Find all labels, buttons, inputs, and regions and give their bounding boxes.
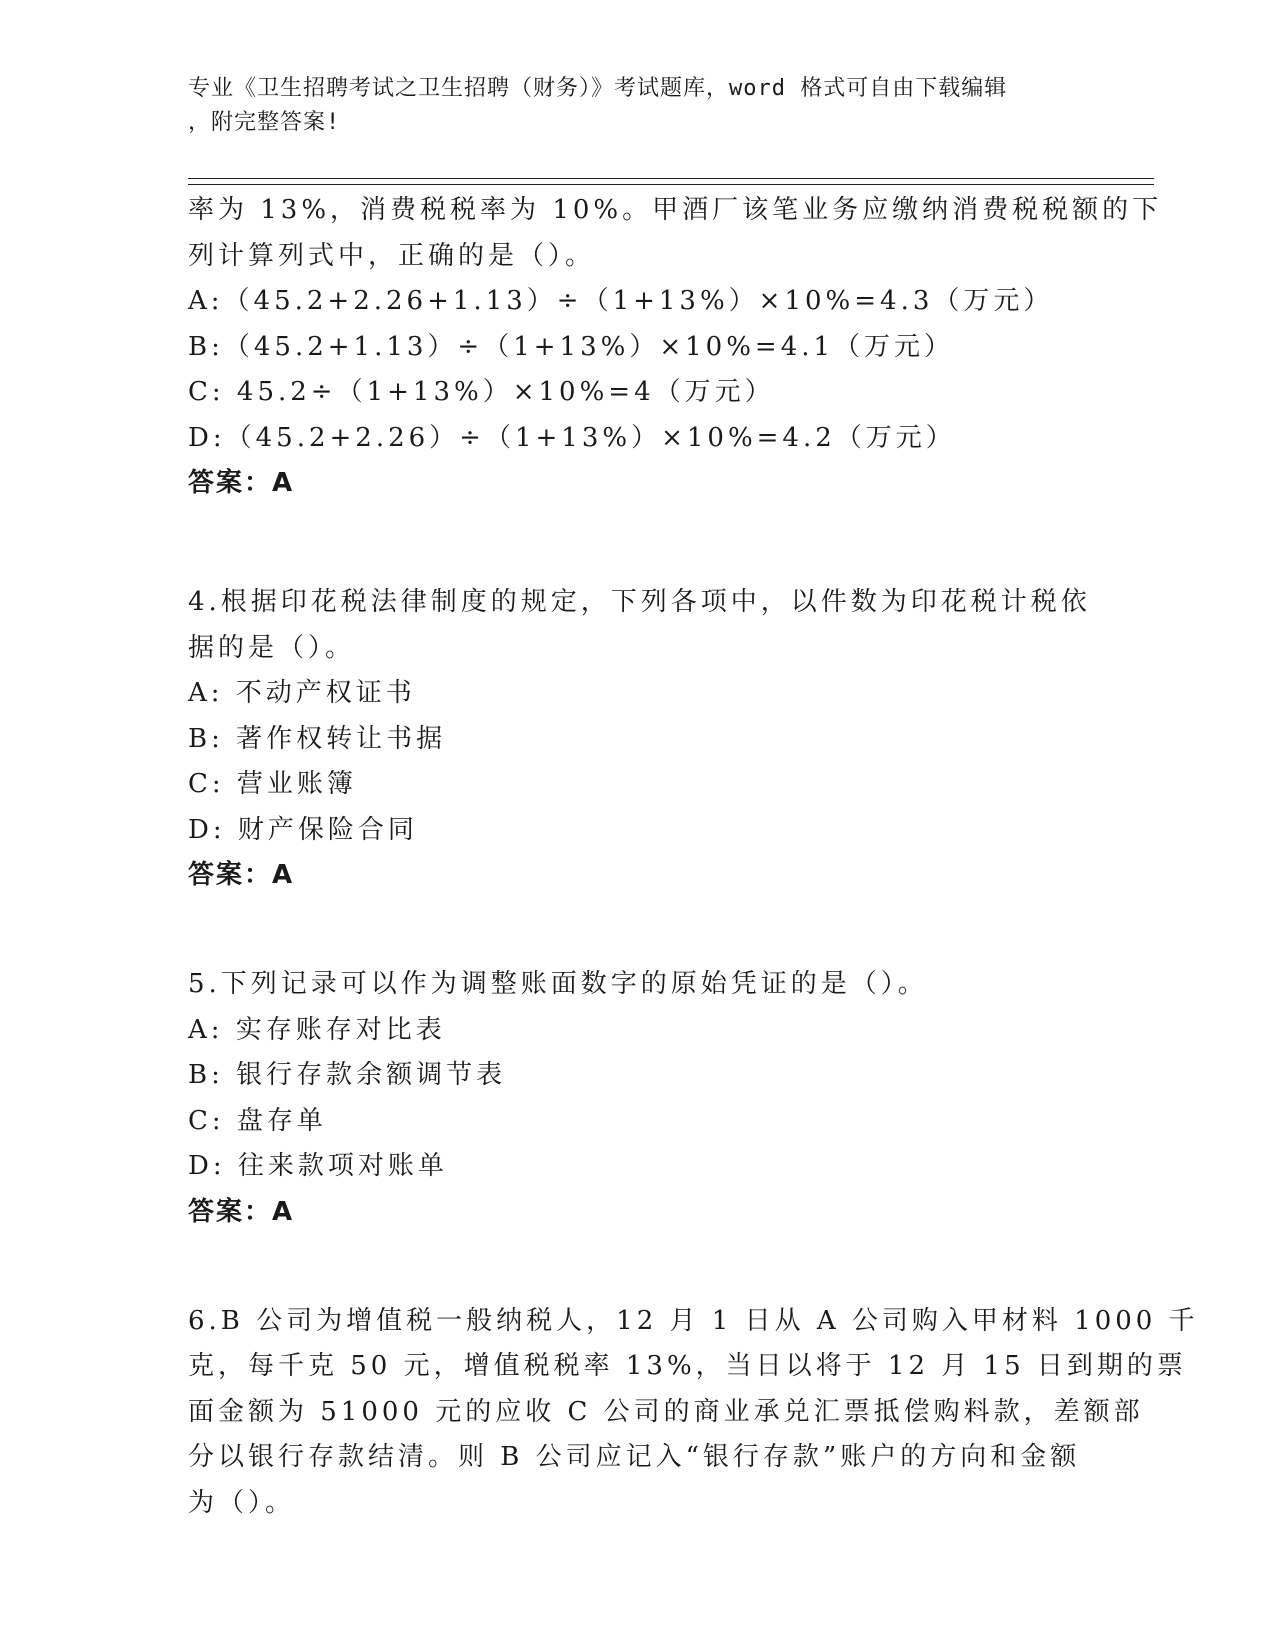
question-4-stem-line-2: 据的是（）。	[188, 632, 356, 663]
question-3-answer: 答案：A	[188, 468, 295, 498]
document-body	[188, 188, 1199, 1526]
spacer	[188, 944, 1088, 962]
spacer	[188, 899, 1088, 945]
header-line-2: ，附完整答案!	[188, 110, 341, 135]
question-6-stem-line-3: 面金额为 51000 元的应收 C 公司的商业承兑汇票抵偿购料款，差额部	[188, 1396, 1144, 1427]
document-header	[188, 72, 1068, 140]
question-5-answer: 答案：A	[188, 1196, 295, 1227]
question-5	[188, 962, 1088, 1235]
question-3	[188, 188, 1163, 507]
question-5-option-a: A: 实存账存对比表	[188, 1014, 446, 1045]
question-4-option-b: B: 著作权转让书据	[188, 723, 447, 754]
spacer	[188, 552, 1088, 580]
spacer	[188, 1235, 1088, 1281]
question-6-stem-line-5: 为（）。	[188, 1487, 296, 1518]
spacer	[188, 507, 1088, 553]
question-6-stem-line-1: 6.B 公司为增值税一般纳税人，12 月 1 日从 A 公司购入甲材料 1000 千	[188, 1305, 1199, 1336]
header-divider-top	[188, 178, 1154, 179]
question-5-option-b: B: 银行存款余额调节表	[188, 1060, 507, 1090]
question-4-option-a: A: 不动产权证书	[188, 678, 416, 708]
question-3-option-a: A:（45.2+2.26+1.13）÷（1+13%）×10%=4.3（万元）	[188, 286, 1054, 316]
question-4-option-d: D: 财产保险合同	[188, 814, 418, 845]
question-3-option-c: C: 45.2÷（1+13%）×10%=4（万元）	[188, 377, 775, 407]
spacer	[188, 1281, 1088, 1299]
question-4	[188, 580, 1091, 899]
question-4-answer: 答案：A	[188, 860, 295, 890]
question-3-option-b: B:（45.2+1.13）÷（1+13%）×10%=4.1（万元）	[188, 331, 955, 362]
question-6-stem-line-4: 分以银行存款结清。则 B 公司应记入“银行存款”账户的方向和金额	[188, 1442, 1081, 1472]
question-5-option-c: C: 盘存单	[188, 1105, 327, 1136]
question-4-option-c: C: 营业账簿	[188, 769, 357, 799]
question-3-option-d: D:（45.2+2.26）÷（1+13%）×10%=4.2（万元）	[188, 422, 956, 453]
header-line-1: 专业《卫生招聘考试之卫生招聘（财务）》考试题库，word 格式可自由下载编辑	[188, 76, 1008, 101]
question-6	[188, 1299, 1199, 1527]
question-3-stem-line-1: 率为 13%，消费税税率为 10%。甲酒厂该笔业务应缴纳消费税税额的下	[188, 195, 1163, 225]
question-6-stem-line-2: 克，每千克 50 元，增值税税率 13%，当日以将于 12 月 15 日到期的票	[188, 1351, 1187, 1381]
question-5-stem-line-1: 5.下列记录可以作为调整账面数字的原始凭证的是（）。	[188, 969, 928, 999]
question-5-option-d: D: 往来款项对账单	[188, 1151, 448, 1181]
header-divider-bottom	[188, 184, 1154, 185]
question-3-stem-line-2: 列计算列式中，正确的是（）。	[188, 240, 596, 271]
question-4-stem-line-1: 4.根据印花税法律制度的规定，下列各项中，以件数为印花税计税依	[188, 587, 1091, 617]
